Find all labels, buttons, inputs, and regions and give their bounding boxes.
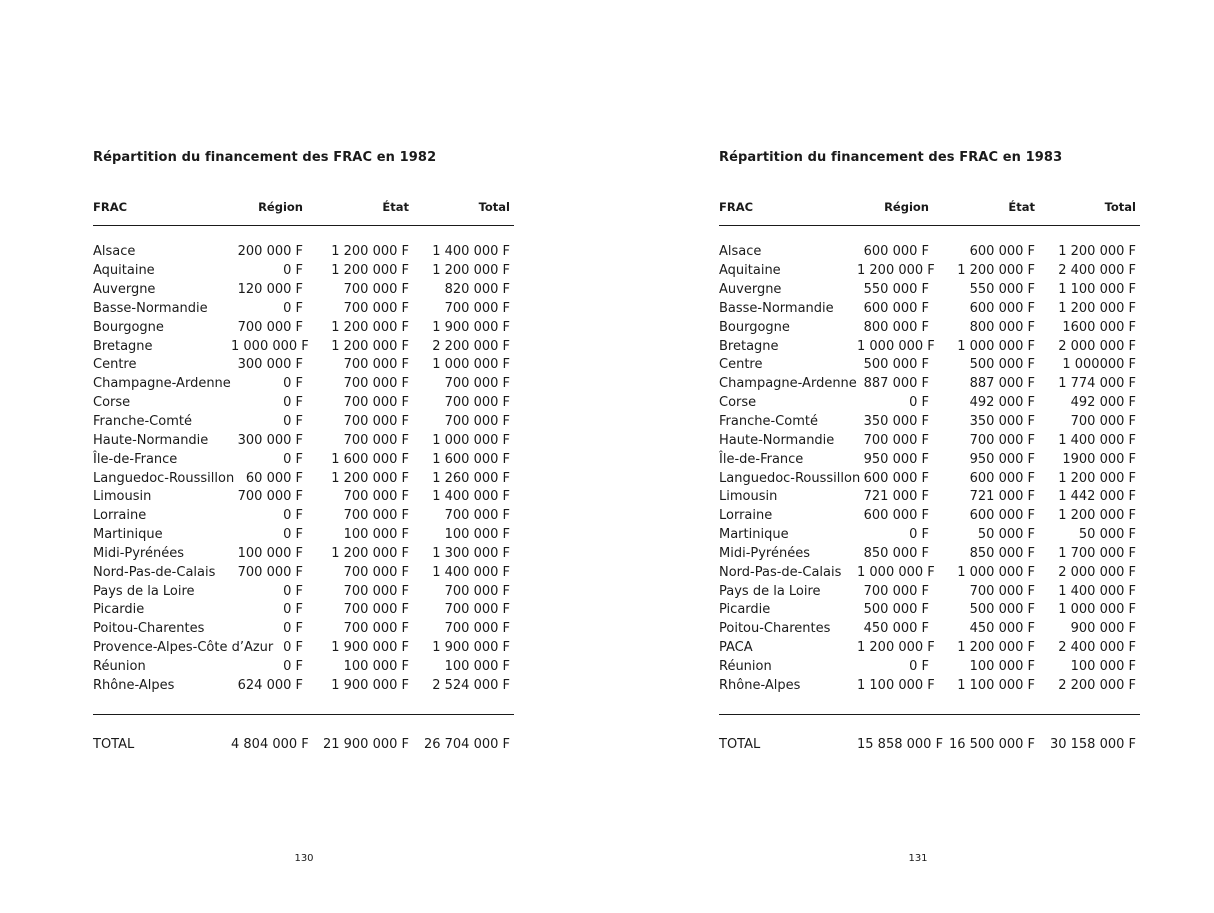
cell-etat: 100 000 F [343,527,409,543]
cell-frac: Île-de-France [719,451,804,467]
cell-region: 887 000 F [863,376,929,392]
cell-region: 600 000 F [863,508,929,524]
cell-etat: 1 000 000 F [957,338,1035,354]
cell-etat: 1 000 000 F [957,564,1035,580]
cell-region: 500 000 F [863,357,929,373]
table-row [93,356,514,375]
cell-etat: 100 000 F [343,658,409,674]
cell-region: 300 000 F [237,432,303,448]
table-row [719,526,1140,545]
table-row [719,658,1140,677]
table-row [93,582,514,601]
cell-frac: Limousin [719,489,778,505]
cell-total: 700 000 F [444,414,510,430]
header-total: Total [1104,200,1136,214]
cell-etat: 700 000 F [343,432,409,448]
cell-frac: Basse-Normandie [93,300,208,316]
cell-frac: Bourgogne [93,319,164,335]
header-etat: État [1008,200,1035,214]
cell-total: 1 400 000 F [1058,432,1136,448]
cell-total: 1 000 000 F [432,432,510,448]
cell-frac: Alsace [93,244,136,260]
table-row [93,262,514,281]
cell-region: 850 000 F [863,545,929,561]
table-row [719,413,1140,432]
total-etat: 21 900 000 F [322,736,409,752]
table-header [719,200,1140,214]
cell-frac: Poitou-Charentes [93,621,205,637]
table-row [719,356,1140,375]
cell-frac: Rhône-Alpes [719,677,801,693]
cell-frac: Champagne-Ardenne [719,376,857,392]
cell-etat: 721 000 F [969,489,1035,505]
cell-frac: Midi-Pyrénées [93,545,184,561]
cell-frac: Poitou-Charentes [719,621,831,637]
cell-total: 700 000 F [444,376,510,392]
cell-etat: 50 000 F [977,527,1035,543]
table-row [93,639,514,658]
cell-region: 600 000 F [863,300,929,316]
cell-total: 1 000 000 F [1058,602,1136,618]
cell-region: 300 000 F [237,357,303,373]
cell-etat: 600 000 F [969,508,1035,524]
table-row [93,243,514,262]
total-total: 26 704 000 F [423,736,510,752]
cell-total: 700 000 F [1070,414,1136,430]
cell-total: 900 000 F [1070,621,1136,637]
table-row [93,413,514,432]
cell-total: 1 400 000 F [1058,583,1136,599]
cell-total: 2 200 000 F [432,338,510,354]
table-row [93,507,514,526]
cell-frac: Corse [719,395,757,411]
total-row [719,735,1140,754]
funding-table-1982 [93,150,517,754]
funding-table-1983 [719,150,1143,754]
cell-total: 1 200 000 F [1058,300,1136,316]
cell-region: 0 F [283,376,303,392]
cell-frac: Centre [93,357,137,373]
total-row [93,735,514,754]
header-frac: FRAC [719,200,754,214]
cell-frac: Lorraine [719,508,773,524]
cell-region: 0 F [909,395,929,411]
cell-total: 1900 000 F [1062,451,1136,467]
total-region: 15 858 000 F [857,736,944,752]
cell-frac: Rhône-Alpes [93,677,175,693]
cell-frac: Provence-Alpes-Côte d’Azur [93,640,274,656]
cell-etat: 492 000 F [969,395,1035,411]
table-row [719,620,1140,639]
cell-total: 1 400 000 F [432,489,510,505]
cell-total: 1 700 000 F [1058,545,1136,561]
cell-frac: Haute-Normandie [93,432,209,448]
cell-total: 1 200 000 F [432,263,510,279]
cell-frac: Haute-Normandie [719,432,835,448]
total-total: 30 158 000 F [1049,736,1136,752]
cell-total: 1 100 000 F [1058,282,1136,298]
cell-frac: Aquitaine [719,263,781,279]
cell-total: 1 260 000 F [432,470,510,486]
cell-total: 100 000 F [444,527,510,543]
cell-region: 350 000 F [863,414,929,430]
table-row [719,676,1140,695]
cell-total: 1600 000 F [1062,319,1136,335]
cell-etat: 1 900 000 F [331,677,409,693]
cell-total: 1 600 000 F [432,451,510,467]
cell-total: 1 200 000 F [1058,244,1136,260]
cell-frac: Picardie [719,602,771,618]
cell-total: 2 000 000 F [1058,564,1136,580]
cell-total: 700 000 F [444,583,510,599]
table-row [719,450,1140,469]
cell-region: 0 F [283,640,303,656]
cell-region: 0 F [909,527,929,543]
cell-total: 492 000 F [1070,395,1136,411]
cell-etat: 887 000 F [969,376,1035,392]
cell-frac: Languedoc-Roussillon [93,470,235,486]
table-row [719,431,1140,450]
total-label: TOTAL [93,736,135,752]
table-row [93,469,514,488]
cell-frac: Auvergne [719,282,782,298]
table-row [93,563,514,582]
cell-etat: 500 000 F [969,357,1035,373]
table-row [719,337,1140,356]
cell-etat: 700 000 F [343,376,409,392]
cell-total: 700 000 F [444,300,510,316]
table-body [719,243,1140,695]
cell-total: 50 000 F [1078,527,1136,543]
cell-etat: 1 200 000 F [957,640,1035,656]
cell-region: 700 000 F [863,583,929,599]
cell-etat: 100 000 F [969,658,1035,674]
cell-region: 1 100 000 F [857,677,935,693]
cell-etat: 1 200 000 F [957,263,1035,279]
table-row [93,318,514,337]
cell-total: 1 442 000 F [1058,489,1136,505]
cell-etat: 1 200 000 F [331,263,409,279]
cell-region: 950 000 F [863,451,929,467]
cell-etat: 1 200 000 F [331,545,409,561]
cell-region: 0 F [283,621,303,637]
cell-region: 624 000 F [237,677,303,693]
cell-etat: 600 000 F [969,300,1035,316]
cell-etat: 1 200 000 F [331,338,409,354]
cell-etat: 700 000 F [969,432,1035,448]
total-rule [93,714,514,715]
cell-frac: Pays de la Loire [93,583,195,599]
cell-region: 1 000 000 F [857,564,935,580]
cell-etat: 700 000 F [343,489,409,505]
cell-region: 0 F [283,658,303,674]
cell-frac: Île-de-France [93,451,178,467]
table-row [93,300,514,319]
cell-frac: Bretagne [93,338,153,354]
table-row [93,488,514,507]
page-number: 131 [908,853,928,864]
cell-frac: Centre [719,357,763,373]
table-title: Répartition du financement des FRAC en 1982 [93,150,437,165]
cell-region: 1 000 000 F [231,338,309,354]
cell-etat: 1 600 000 F [331,451,409,467]
cell-frac: Basse-Normandie [719,300,834,316]
table-row [93,676,514,695]
table-row [93,394,514,413]
cell-etat: 700 000 F [343,621,409,637]
cell-etat: 450 000 F [969,621,1035,637]
table-row [719,300,1140,319]
cell-region: 0 F [909,658,929,674]
cell-etat: 700 000 F [343,583,409,599]
cell-region: 700 000 F [863,432,929,448]
table-row [719,394,1140,413]
cell-frac: Bourgogne [719,319,790,335]
table-row [93,375,514,394]
cell-total: 1 000000 F [1062,357,1136,373]
cell-region: 120 000 F [237,282,303,298]
cell-region: 700 000 F [237,564,303,580]
table-title: Répartition du financement des FRAC en 1983 [719,150,1063,165]
cell-etat: 1 200 000 F [331,470,409,486]
cell-region: 600 000 F [863,470,929,486]
cell-total: 2 000 000 F [1058,338,1136,354]
cell-frac: PACA [719,640,753,656]
cell-region: 450 000 F [863,621,929,637]
cell-etat: 1 900 000 F [331,640,409,656]
header-rule [93,225,514,226]
table-row [719,582,1140,601]
cell-etat: 600 000 F [969,470,1035,486]
cell-region: 1 200 000 F [857,263,935,279]
cell-frac: Champagne-Ardenne [93,376,231,392]
cell-etat: 1 100 000 F [957,677,1035,693]
cell-total: 1 300 000 F [432,545,510,561]
cell-region: 60 000 F [245,470,303,486]
table-row [719,545,1140,564]
cell-frac: Alsace [719,244,762,260]
table-row [93,545,514,564]
table-row [719,563,1140,582]
cell-frac: Picardie [93,602,145,618]
cell-etat: 1 200 000 F [331,319,409,335]
cell-region: 0 F [283,602,303,618]
cell-etat: 550 000 F [969,282,1035,298]
cell-frac: Corse [93,395,131,411]
cell-region: 100 000 F [237,545,303,561]
total-label: TOTAL [719,736,761,752]
table-row [93,526,514,545]
cell-total: 700 000 F [444,508,510,524]
table-row [719,375,1140,394]
header-region: Région [884,200,929,214]
cell-total: 100 000 F [1070,658,1136,674]
cell-total: 1 000 000 F [432,357,510,373]
cell-frac: Martinique [719,527,789,543]
cell-etat: 700 000 F [343,395,409,411]
cell-etat: 700 000 F [343,602,409,618]
cell-frac: Pays de la Loire [719,583,821,599]
table-total [93,735,514,754]
cell-region: 800 000 F [863,319,929,335]
cell-total: 100 000 F [444,658,510,674]
header-frac: FRAC [93,200,128,214]
cell-frac: Franche-Comté [719,414,818,430]
table-row [719,601,1140,620]
cell-total: 2 524 000 F [432,677,510,693]
table-total [719,735,1140,754]
cell-etat: 1 200 000 F [331,244,409,260]
cell-frac: Nord-Pas-de-Calais [93,564,216,580]
cell-region: 0 F [283,300,303,316]
table-row [719,281,1140,300]
cell-region: 721 000 F [863,489,929,505]
cell-total: 2 400 000 F [1058,640,1136,656]
cell-frac: Auvergne [93,282,156,298]
cell-etat: 700 000 F [343,414,409,430]
table-row [719,488,1140,507]
table-row [93,337,514,356]
cell-etat: 700 000 F [343,282,409,298]
table-rows [93,243,514,695]
cell-frac: Midi-Pyrénées [719,545,810,561]
cell-frac: Martinique [93,527,163,543]
total-etat: 16 500 000 F [948,736,1035,752]
header-total: Total [478,200,510,214]
header-rule [719,225,1140,226]
cell-frac: Réunion [93,658,146,674]
cell-region: 0 F [283,583,303,599]
cell-etat: 600 000 F [969,244,1035,260]
cell-region: 0 F [283,395,303,411]
cell-total: 2 400 000 F [1058,263,1136,279]
cell-frac: Nord-Pas-de-Calais [719,564,842,580]
cell-etat: 700 000 F [343,300,409,316]
table-row [719,318,1140,337]
cell-region: 1 000 000 F [857,338,935,354]
table-row [93,601,514,620]
page-right [607,0,1214,913]
cell-frac: Aquitaine [93,263,155,279]
cell-etat: 800 000 F [969,319,1035,335]
cell-frac: Languedoc-Roussillon [719,470,861,486]
table-row [93,450,514,469]
cell-region: 1 200 000 F [857,640,935,656]
cell-total: 1 774 000 F [1058,376,1136,392]
cell-total: 820 000 F [444,282,510,298]
cell-total: 1 400 000 F [432,564,510,580]
table-row [719,262,1140,281]
table-row [719,639,1140,658]
table-row [93,620,514,639]
cell-etat: 350 000 F [969,414,1035,430]
cell-region: 0 F [283,451,303,467]
cell-region: 550 000 F [863,282,929,298]
table-row [719,243,1140,262]
cell-total: 1 400 000 F [432,244,510,260]
cell-region: 500 000 F [863,602,929,618]
page-number: 130 [294,853,314,864]
table-header [93,200,514,214]
cell-total: 700 000 F [444,395,510,411]
cell-region: 0 F [283,527,303,543]
cell-etat: 700 000 F [969,583,1035,599]
cell-frac: Franche-Comté [93,414,192,430]
total-region: 4 804 000 F [231,736,309,752]
cell-region: 0 F [283,263,303,279]
header-etat: État [382,200,409,214]
table-row [93,658,514,677]
cell-region: 200 000 F [237,244,303,260]
table-body [93,243,514,695]
cell-total: 1 900 000 F [432,319,510,335]
cell-frac: Limousin [93,489,152,505]
cell-etat: 700 000 F [343,508,409,524]
cell-region: 700 000 F [237,319,303,335]
table-row [719,469,1140,488]
cell-total: 1 200 000 F [1058,470,1136,486]
cell-total: 1 200 000 F [1058,508,1136,524]
cell-frac: Bretagne [719,338,779,354]
table-row [93,431,514,450]
table-row [93,281,514,300]
cell-region: 700 000 F [237,489,303,505]
cell-total: 700 000 F [444,602,510,618]
table-row [719,507,1140,526]
cell-total: 2 200 000 F [1058,677,1136,693]
cell-frac: Réunion [719,658,772,674]
cell-etat: 950 000 F [969,451,1035,467]
cell-total: 1 900 000 F [432,640,510,656]
header-region: Région [258,200,303,214]
cell-etat: 700 000 F [343,357,409,373]
cell-etat: 700 000 F [343,564,409,580]
cell-etat: 850 000 F [969,545,1035,561]
cell-total: 700 000 F [444,621,510,637]
cell-region: 0 F [283,508,303,524]
table-rows [719,243,1140,695]
cell-region: 0 F [283,414,303,430]
cell-etat: 500 000 F [969,602,1035,618]
cell-frac: Lorraine [93,508,147,524]
cell-region: 600 000 F [863,244,929,260]
total-rule [719,714,1140,715]
